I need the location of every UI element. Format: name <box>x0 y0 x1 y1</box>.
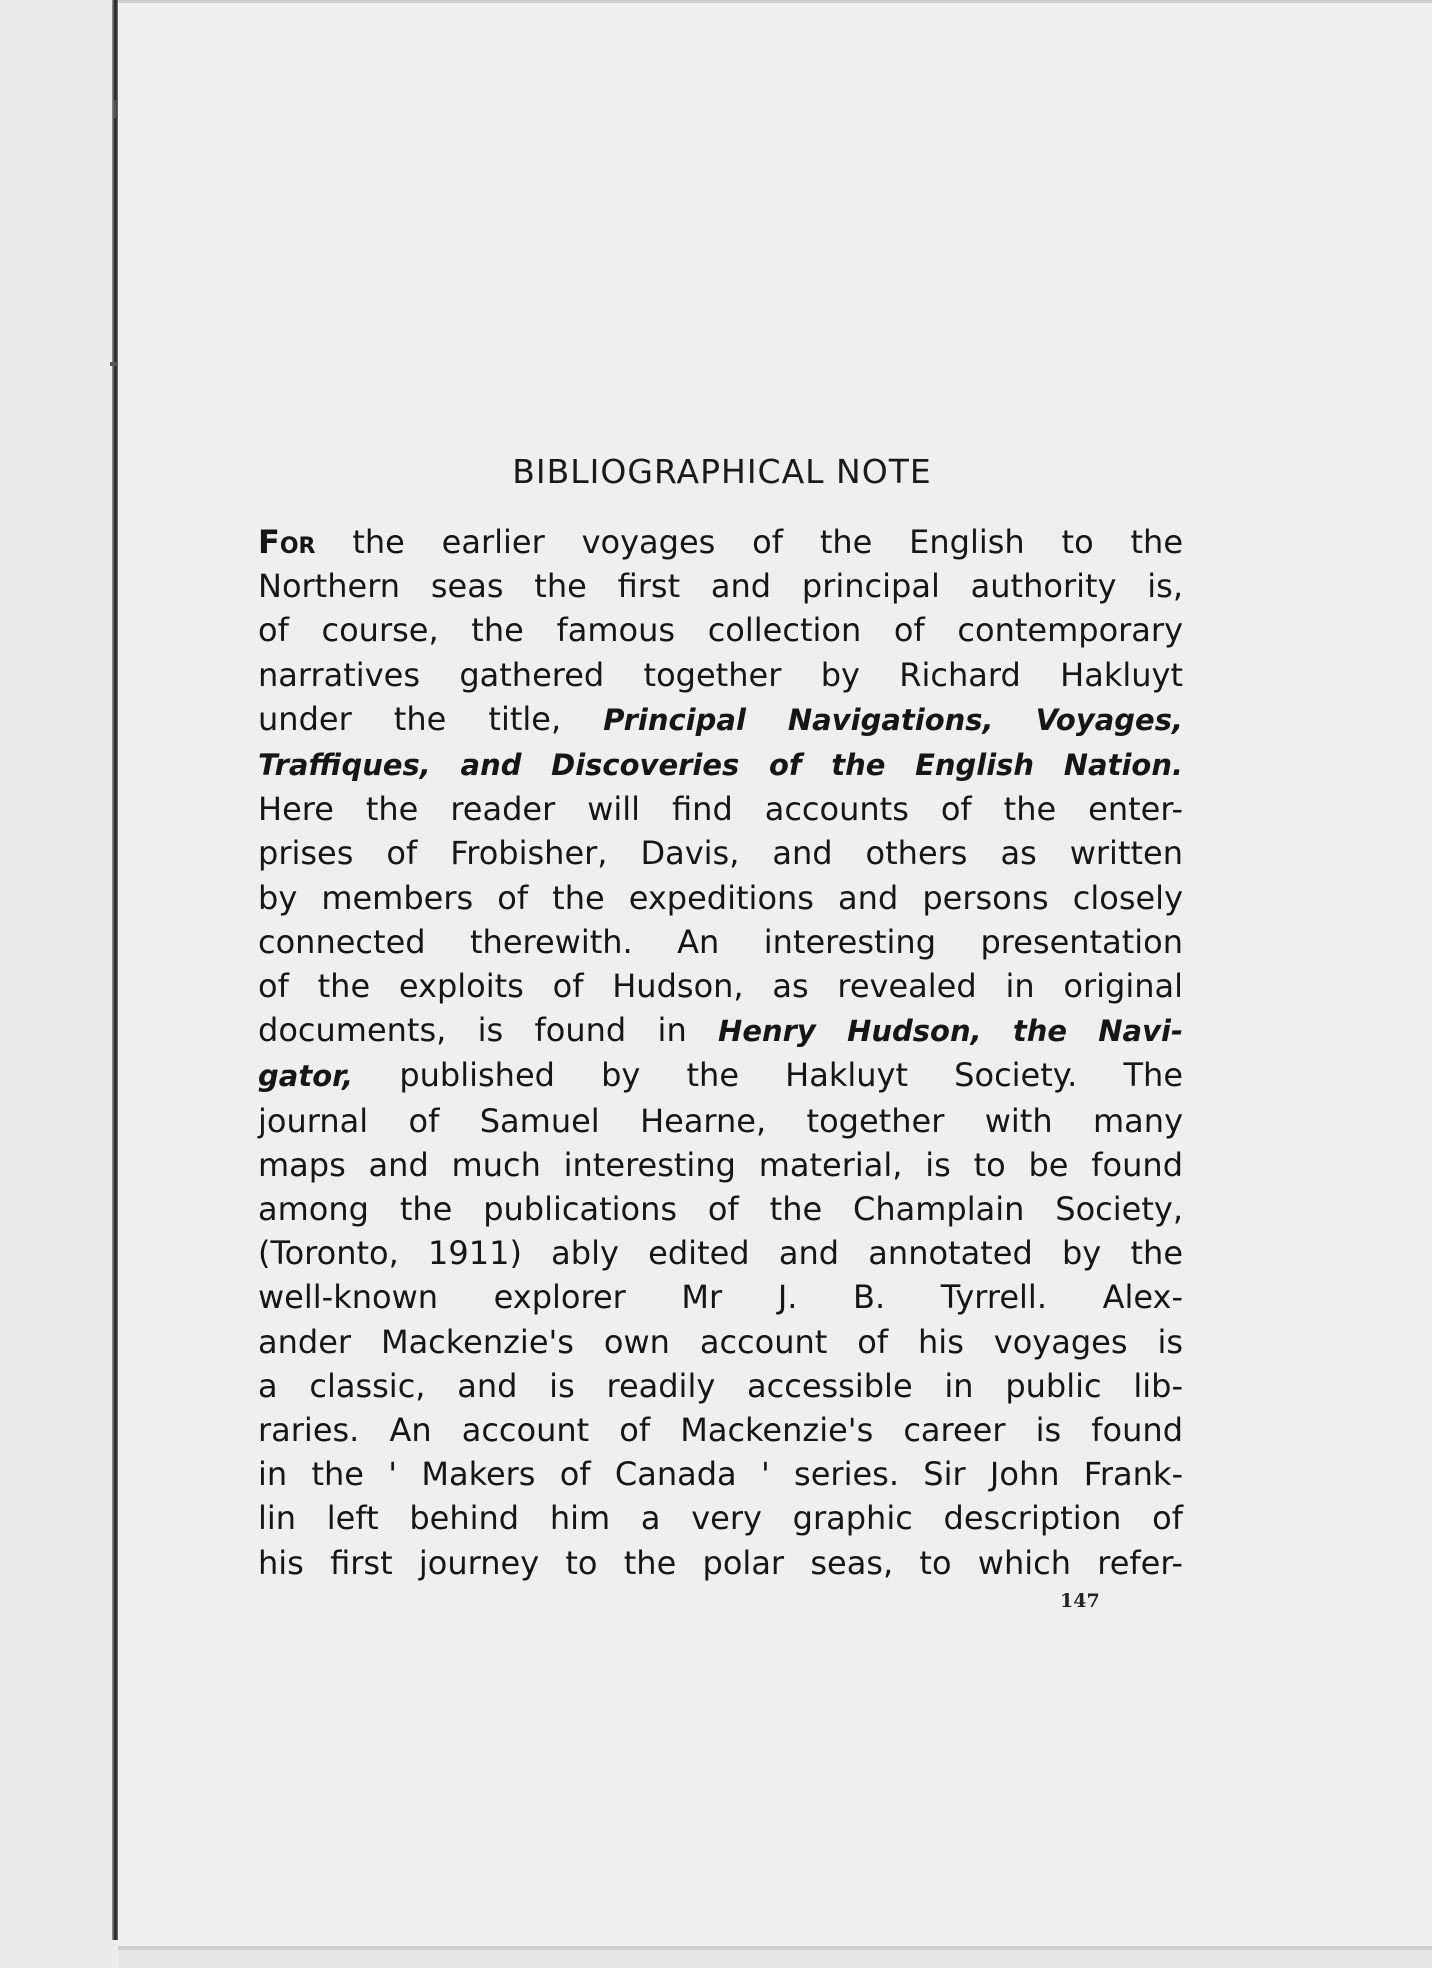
text-line <box>258 1231 1183 1275</box>
text-line <box>258 787 1183 831</box>
text-line <box>258 831 1183 875</box>
text-line <box>258 1408 1183 1452</box>
italic-title: Traffiques, and Discoveries of the English Nation. <box>258 748 1183 783</box>
page-bottom-edge <box>118 1946 1432 1950</box>
text-line <box>258 1364 1183 1408</box>
text-run: well-known explorer Mr J. B. Tyrrell. Alex- <box>258 1278 1183 1317</box>
text-run: journal of Samuel Hearne, together with many <box>258 1101 1183 1140</box>
page-number: 147 <box>1060 1590 1100 1612</box>
text-run: raries. An account of Mackenzie's career is found <box>258 1411 1183 1450</box>
text-run: under the title, <box>258 699 604 738</box>
text-run: Here the reader will find accounts of the enter- <box>258 790 1183 829</box>
text-line <box>258 608 1183 652</box>
text-run: his first journey to the polar seas, to which refer- <box>258 1543 1183 1582</box>
text-run: narratives gathered together by Richard Hakluyt <box>258 655 1183 694</box>
text-line <box>258 920 1183 964</box>
small-caps-opening: For <box>258 523 316 561</box>
text-line <box>258 564 1183 608</box>
text-line <box>258 1541 1183 1585</box>
page-heading: BIBLIOGRAPHICAL NOTE <box>512 452 932 491</box>
binding-mark <box>110 362 118 366</box>
text-line <box>258 742 1183 787</box>
text-line <box>258 1053 1183 1098</box>
italic-title: gator, <box>258 1059 354 1094</box>
text-run: published by the Hakluyt Society. The <box>353 1056 1183 1095</box>
text-run: prises of Frobisher, Davis, and others as written <box>258 834 1183 873</box>
text-run: a classic, and is readily accessible in public lib- <box>258 1366 1183 1405</box>
text-line <box>258 1143 1183 1187</box>
text-line <box>258 1452 1183 1496</box>
binding-mark <box>114 100 116 118</box>
text-run: lin left behind him a very graphic description of <box>258 1499 1183 1538</box>
text-run: ander Mackenzie's own account of his voyages is <box>258 1322 1183 1361</box>
text-run: in the ' Makers of Canada ' series. Sir John Frank- <box>258 1455 1183 1494</box>
text-line <box>258 697 1183 742</box>
text-line <box>258 1320 1183 1364</box>
text-run: among the publications of the Champlain Society, <box>258 1190 1183 1229</box>
body-paragraph <box>258 520 1183 1585</box>
text-run: of the exploits of Hudson, as revealed in original <box>258 967 1183 1006</box>
text-run: documents, is found in <box>258 1011 719 1050</box>
italic-title: Principal Navigations, Voyages, <box>603 702 1183 737</box>
page-top-edge <box>118 0 1432 3</box>
text-run: connected therewith. An interesting presentation <box>258 922 1183 961</box>
text-line <box>258 1187 1183 1231</box>
text-run: by members of the expeditions and persons closely <box>258 878 1183 917</box>
italic-title: Henry Hudson, the Navi- <box>718 1014 1183 1049</box>
text-run: of course, the famous collection of contemporary <box>258 611 1183 650</box>
book-gutter <box>0 0 118 1968</box>
text-line <box>258 1099 1183 1143</box>
text-line <box>258 1496 1183 1540</box>
text-run: Northern seas the first and principal authority is, <box>258 567 1183 606</box>
text-line <box>258 1008 1183 1053</box>
text-line <box>258 876 1183 920</box>
text-line <box>258 1275 1183 1319</box>
text-line <box>258 653 1183 697</box>
text-run: maps and much interesting material, is to be found <box>258 1145 1183 1184</box>
text-line <box>258 520 1183 564</box>
text-run: (Toronto, 1911) ably edited and annotated by the <box>258 1234 1183 1273</box>
text-run: the earlier voyages of the English to the <box>315 523 1183 561</box>
text-line <box>258 964 1183 1008</box>
